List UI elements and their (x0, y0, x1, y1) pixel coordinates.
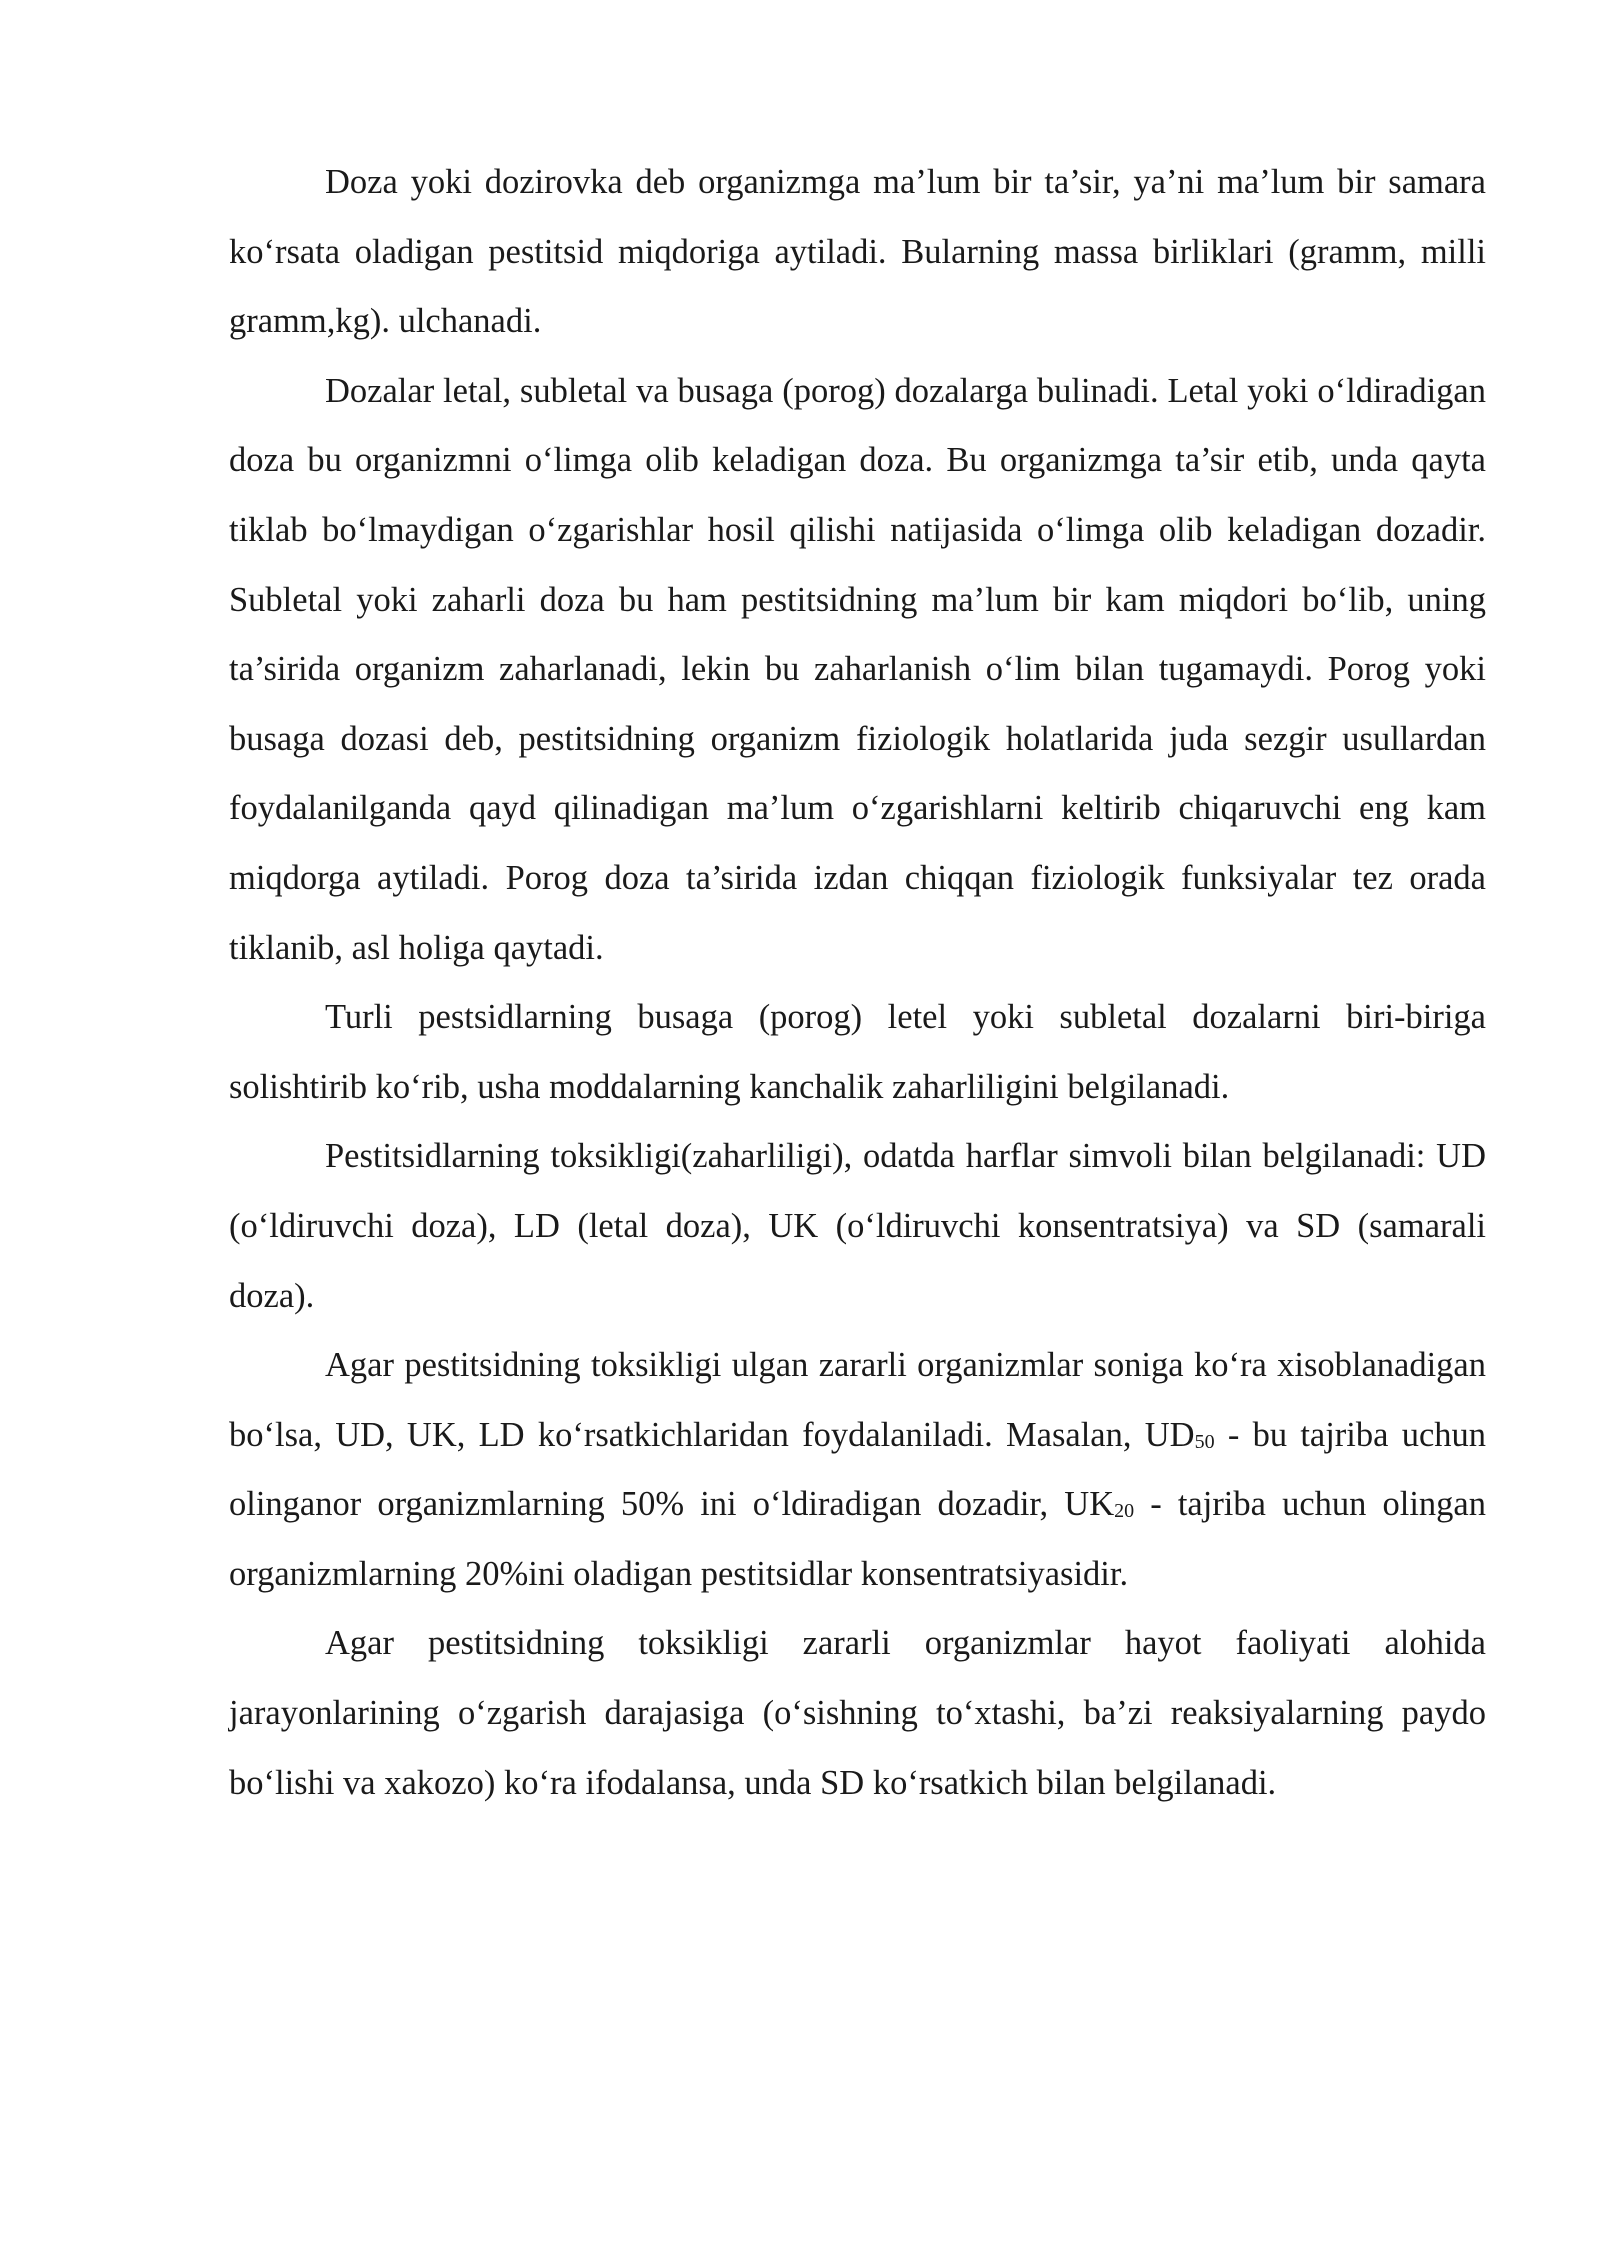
paragraph-toxicity-symbols: Pestitsidlarning toksikligi(zaharliligi), odatda harflar simvoli bilan belgilanadi: UD (o‘ldiruvchi doza), LD (letal doza), UK (o‘ldiruvchi konsentratsiya) va SD (samarali doza). (229, 1137, 1486, 1315)
paragraph-toxicity-indicators (229, 1331, 1486, 1609)
paragraph-text: - tajriba uchun olingan organizmlarning 20%ini oladigan pestitsidlar konsentratsiyasidir. (229, 1485, 1486, 1593)
paragraph-dose-types: Dozalar letal, subletal va busaga (porog) dozalarga bulinadi. Letal yoki o‘ldiradigan doza bu organizmni o‘limga olib keladigan doza. Bu organizmga ta’sir etib, unda qayta tiklab bo‘lmaydigan o‘zgarishlar hosil qilishi natijasida o‘limga olib keladigan dozadir. Subletal yoki zaharli doza bu ham pestitsidning ma’lum bir kam miqdori bo‘lib, uning ta’sirida organizm zaharlanadi, lekin bu zaharlanish o‘lim bilan tugamaydi. Porog yoki busaga dozasi deb, pestitsidning organizm fiziologik holatlarida juda sezgir usullardan foydalanilganda qayd qilinadigan ma’lum o‘zgarishlarni keltirib chiqaruvchi eng kam miqdorga aytiladi. Porog doza ta’sirida izdan chiqqan fiziologik funksiyalar tez orada tiklanib, asl holiga qaytadi. (229, 371, 1486, 967)
paragraph-dose-definition: Doza yoki dozirovka deb organizmga ma’lum bir ta’sir, ya’ni ma’lum bir samara ko‘rsata oladigan pestitsid miqdoriga aytiladi. Bularning massa birliklari (gramm, milli gramm,kg). ulchanadi. (229, 163, 1486, 341)
paragraph-dose-comparison: Turli pestsidlarning busaga (porog) letel yoki subletal dozalarni biri-biriga solishtirib ko‘rib, usha moddalarning kanchalik zaharliligini belgilanadi. (229, 998, 1486, 1106)
subscript-uk: 20 (1114, 1500, 1135, 1523)
subscript-ud: 50 (1194, 1430, 1215, 1453)
document-body (229, 148, 1486, 1818)
paragraph-sd-indicator: Agar pestitsidning toksikligi zararli organizmlar hayot faoliyati alohida jarayonlarining o‘zgarish darajasiga (o‘sishning to‘xtashi, ba’zi reaksiyalarning paydo bo‘lishi va xakozo) ko‘ra ifodalansa, unda SD ko‘rsatkich bilan belgilanadi. (229, 1624, 1486, 1802)
paragraph-text: - bu tajriba uchun olinganor organizmlarning 50% ini o‘ldiradigan dozadir, UK (229, 1415, 1487, 1524)
paragraph-text: Agar pestitsidning toksikligi ulgan zararli organizmlar soniga ko‘ra xisoblanadigan bo‘lsa, UD, UK, LD ko‘rsatkichlaridan foydalaniladi. Masalan, UD (229, 1346, 1486, 1454)
